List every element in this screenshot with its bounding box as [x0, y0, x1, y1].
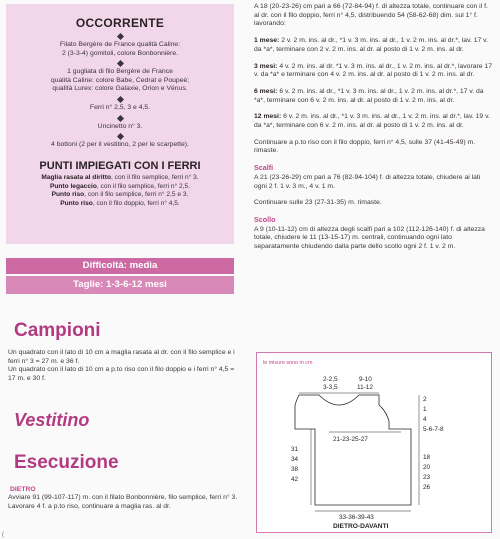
occorrente-line: qualità Lurex: colore Galaxie, Orion e Vénus.: [52, 85, 188, 93]
scollo-heading: Scollo: [254, 214, 276, 224]
garment-schematic: [256, 352, 492, 533]
esecuzione-heading: Esecuzione: [14, 452, 119, 473]
punti-title: PUNTI IMPIEGATI CON I FERRI: [39, 159, 201, 172]
width-measure: 42: [291, 476, 299, 483]
campioni-heading: Campioni: [14, 320, 101, 341]
shoulder-measure: 3-3,5: [323, 384, 338, 391]
dietro-text: Avviare 91 (99-107-117) m. con il filato Bonbonnière, filo semplice, ferri n° 3. Lavorare 4 f. a p.to riso, continuare a maglia ras. al dr.: [8, 494, 238, 510]
size-6-months: 6 mesi: 6 v. 2 m. ins. al dr., *1 v. 3 m. ins. al dr., 1 v. 2 m. ins. al dr.*, 17 v. da *a*, terminare con 6 v. 2 m. ins. al dr. al posto di 1 v. 2 m. ins. al dr.: [254, 87, 484, 104]
bottom-measure: 33-36-39-43: [339, 514, 374, 521]
size-12-months: 12 mesi: 6 v. 2 m. ins. al dr., *1 v. 3 m. ins. al dr., 1 v. 2 m. ins. al dr.*, lav. 19 v. da *a*, terminare con 6 v. 2 m. ins. al dr. al posto di 1 v. 2 m. ins. al dr.: [254, 113, 490, 130]
occorrente-line: 4 bottoni (2 per il vestitino, 2 per le scarpette).: [51, 141, 189, 149]
schematic-note: le misure sono in cm: [263, 360, 313, 366]
occorrente-line: 2 (3-3-4) gomitoli, colore Bonbonnière.: [62, 49, 178, 57]
chest-measure: 21-23-25-27: [333, 436, 368, 443]
occorrente-line: Ferri n° 2,5, 3 e 4,5.: [89, 103, 151, 111]
height-measure: 23: [423, 474, 431, 481]
diamond-bullet-icon: [116, 96, 123, 103]
height-measure: 5-6-7-8: [423, 426, 444, 433]
occorrente-line: 1 gugliata di filo Bergère de France: [67, 68, 173, 76]
punti-item: Punto legaccio, con il filo semplice, ferri n° 2,5.: [49, 182, 191, 190]
height-measure: 26: [423, 484, 431, 491]
diamond-bullet-icon: [116, 115, 123, 122]
height-measure: 1: [423, 406, 427, 413]
diamond-bullet-icon: [116, 133, 123, 140]
neck-measure: 9-10: [359, 376, 372, 383]
instructions-column: [254, 3, 494, 260]
height-measure: 20: [423, 464, 431, 471]
diamond-bullet-icon: [116, 33, 123, 40]
width-measure: 34: [291, 456, 299, 463]
schematic-drawing: [257, 353, 490, 531]
dietro-heading: DIETRO: [10, 486, 36, 493]
occorrente-line: Uncinetto n° 3.: [97, 122, 143, 130]
occorrente-line: qualità Caline: colore Babe, Cedrat e Poupeé;: [50, 76, 190, 84]
shoulder-measure: 2-2,5: [323, 376, 338, 383]
scalfi-text: A 21 (23-26-29) cm pari a 76 (82-94-104) f. di altezza totale, chiudere ai lati ogni 2 f. 1 v. 3 m., 4 v. 1 m.: [254, 173, 481, 190]
page-mark: (: [2, 532, 4, 538]
instruction-paragraph: A 18 (20-23-26) cm pari a 66 (72-84-94) f. di altezza totale, continuare con il f. al dr. con il filo doppio, ferri n° 4,5, distribuendo 54 (58-62-68) dim. sul 1° f. lavorando:: [254, 3, 488, 28]
scalfi-heading: Scalfi: [254, 163, 274, 173]
punti-item: Maglia rasata al diritto, con il filo semplice, ferri n° 3.: [41, 173, 199, 181]
occorrente-title: OCCORRENTE: [75, 16, 165, 30]
occorrente-box: [6, 4, 234, 244]
campioni-text: Un quadrato con il lato di 10 cm a maglia rasata al dr. con il filo semplice e i ferri n° 3 = 27 m. e 36 f. Un quadrato con il lato di 10 cm a p.to riso con il filo doppio e i ferri n° 4,5 = 17 m. e 30 f.: [8, 349, 235, 383]
height-measure: 2: [423, 396, 427, 403]
garment-outline: [295, 395, 411, 505]
instruction-paragraph: Continuare sulle 23 (27-31-35) m. rimaste.: [254, 199, 382, 207]
punti-item: Punto riso, con il filo semplice, ferri n° 2,5 e 3.: [51, 191, 189, 199]
height-measure: 4: [423, 416, 427, 423]
piece-label: DIETRO-DAVANTI: [333, 523, 389, 530]
neck-measure: 11-12: [357, 384, 373, 391]
difficulty-bar: Difficoltà: media: [6, 258, 234, 274]
width-measure: 31: [291, 446, 299, 453]
punti-item: Punto riso, con il filo doppio, ferri n° 4,5.: [60, 200, 180, 208]
occorrente-line: Filato Bergère de France qualità Caline:: [59, 41, 181, 48]
width-measure: 38: [291, 466, 299, 473]
instruction-paragraph: Continuare a p.to riso con il filo doppio, ferri n° 4,5, sulle 37 (41-45-49) m. rimaste.: [254, 138, 476, 155]
scollo-text: A 9 (10-11-12) cm di altezza degli scalfi pari a 102 (112-126-140) f. di altezza totale, chiudere le 11 (13-15-17) m. centrali, continuando ogni lato separatamente chiudendo dalla parte dello scollo ogni 2 f. 1 v. 2 m.: [254, 225, 485, 251]
height-measure: 18: [423, 454, 431, 461]
size-3-months: 3 mesi: 4 v. 2 m. ins. al dr. *1 v. 3 m. ins. al dr., 1 v. 2 m. ins. al dr.*, lavorare 17 v. da *a* e terminare con 4 v. 2 m. ins. al dr. al posto di 1 v. 2 m. ins. al dr.: [254, 62, 493, 79]
size-1-month: 1 mese: 2 v. 2 m. ins. al dr., *1 v. 3 m. ins. al dr., 1 v. 2 m. ins. al dr.*, lav. 17 v. da *a*, terminare con 2 v. 2 m. ins. al dr. al posto di 1 v. 2 m. ins. al dr.: [254, 37, 488, 53]
vestitino-heading: Vestitino: [14, 410, 90, 430]
diamond-bullet-icon: [116, 60, 123, 67]
sizes-bar: Taglie: 1-3-6-12 mesi: [6, 276, 234, 294]
